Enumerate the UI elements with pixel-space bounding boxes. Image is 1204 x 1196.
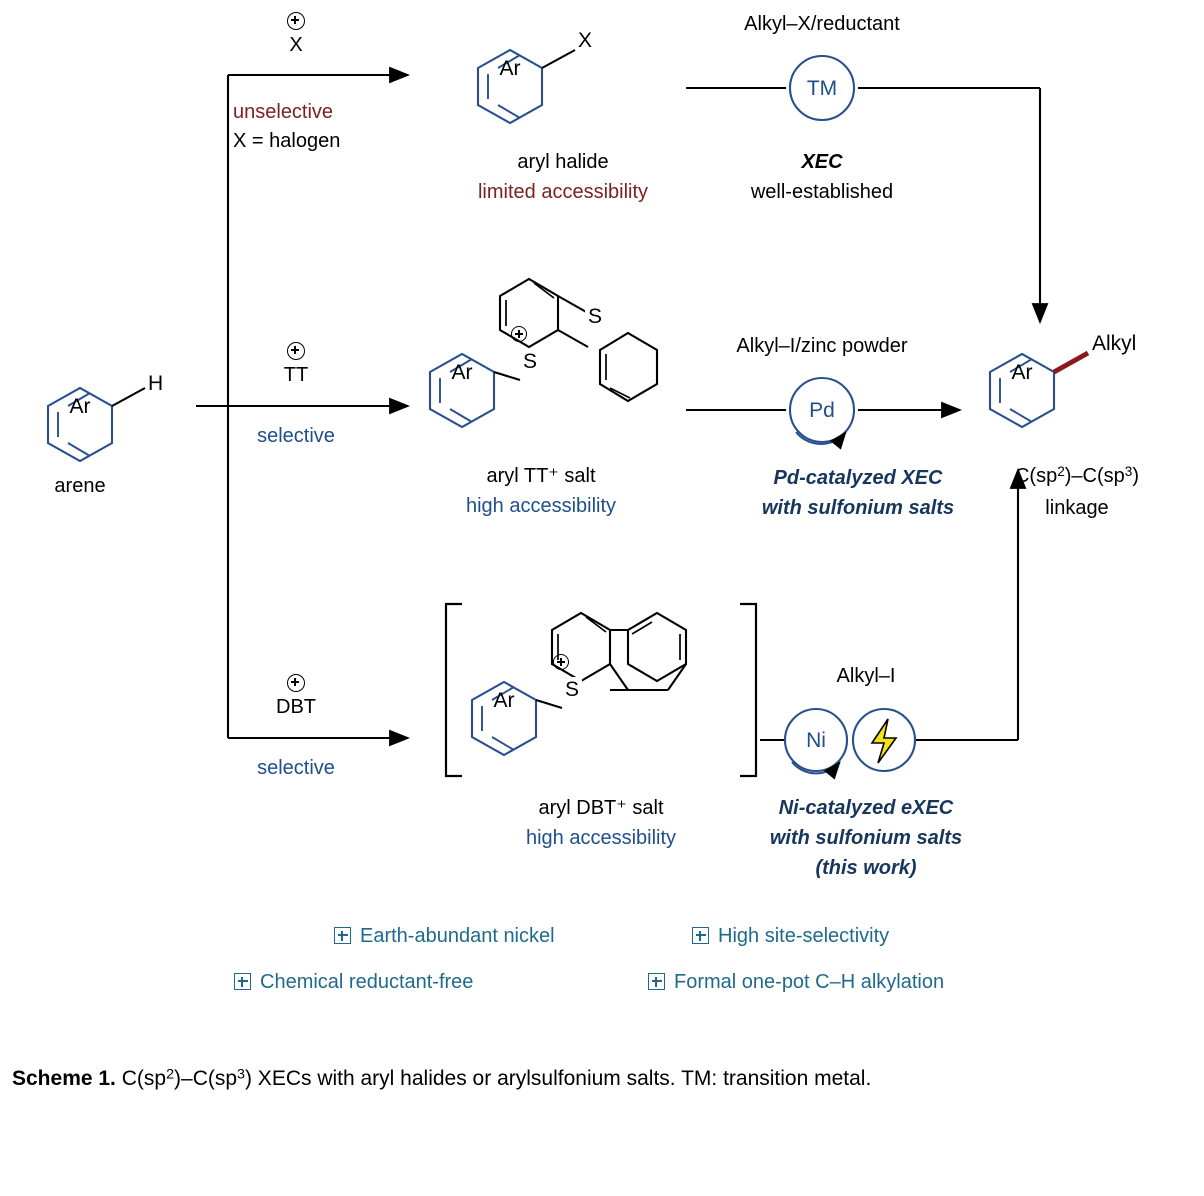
plus-box-icon [334,927,351,944]
aryl-dbt-name: aryl DBT⁺ salt [538,797,664,819]
tt-sulfur-charge [511,326,527,348]
xec-name: XEC [801,151,843,173]
branch1-note2: X = halogen [233,130,341,152]
product-ring-label: Ar [1011,361,1033,384]
tm-catalyst-label: TM [806,77,838,100]
dbt-sulfur-label: S [562,677,582,703]
ni-reagent-top: Alkyl–I [836,665,896,687]
xec-arrow-top [686,88,1040,322]
plus-box-icon [692,927,709,944]
arene-substituent-label: H [148,372,164,395]
pd-xec-name-line1: Pd-catalyzed XEC [773,467,943,489]
pd-xec-name-line2: with sulfonium salts [761,497,955,519]
aryl-tt-name: aryl TT⁺ salt [486,465,596,487]
highlight-label: High site-selectivity [718,925,890,947]
aryl-tt-salt-structure [430,279,657,427]
highlight-label: Earth-abundant nickel [360,925,555,947]
ni-exec-name-line2: with sulfonium salts [769,827,963,849]
plus-box-icon [648,973,665,990]
aryl-halide-ring-label: Ar [499,57,521,80]
aryl-tt-ring-label: Ar [451,361,473,384]
plus-box-icon [234,973,251,990]
branch2-reagent: TT [283,364,309,386]
branch1-note1: unselective [233,101,334,123]
scheme-caption [12,1062,1172,1097]
caption-label: Scheme 1. [12,1067,116,1090]
product-substituent: Alkyl [1092,332,1137,355]
highlight-item-3 [234,971,473,994]
caption-text: $C(sp^2)-C(sp^3)$ XECs with aryl halides or arylsulfonium salts. TM: transition metal. [121,1066,872,1090]
product-name-line1: $C(sp^2)-C(sp^3)$ [1014,464,1140,488]
ni-exec-name-line1: Ni-catalyzed eXEC [778,797,954,819]
ni-exec-name-line3: (this work) [815,857,917,879]
product-structure [990,353,1088,427]
aryl-halide-note: limited accessibility [477,181,649,203]
aryl-halide-substituent: X [578,29,593,52]
arene-name: arene [54,475,106,497]
lightning-bolt-icon [872,719,896,763]
bracket-left [446,604,462,776]
aryl-tt-note: high accessibility [465,495,617,517]
arene-structure [48,388,145,461]
aryl-halide-structure [478,50,575,123]
pd-catalyst-label: Pd [809,399,835,422]
product-name-line2: linkage [1045,497,1109,519]
branch-lines [196,75,408,738]
aryl-dbt-ring-label: Ar [493,689,515,712]
aryl-halide-name: aryl halide [517,151,609,173]
bracket-right [740,604,756,776]
aryl-dbt-note: high accessibility [525,827,677,849]
xec-note: well-established [750,181,894,203]
branch2-note1: selective [257,425,335,447]
pd-reagent-top: Alkyl–I/zinc powder [736,335,908,357]
ni-catalyst-label: Ni [806,729,826,752]
highlight-item-4 [648,971,944,994]
highlight-item-2 [692,925,889,948]
branch3-note1: selective [257,757,335,779]
highlight-label: Formal one-pot C–H alkylation [674,971,945,993]
tt-sulfur-label-2: S [585,304,605,330]
branch1-reagent: X [289,34,303,56]
arene-ring-label: Ar [69,395,91,418]
highlight-label: Chemical reductant-free [260,971,474,993]
dbt-sulfur-charge [553,654,569,676]
highlight-item-1 [334,925,555,948]
xec-reagent-top: Alkyl–X/reductant [744,13,900,35]
tt-sulfur-label: S [520,349,540,375]
branch3-reagent: DBT [276,696,316,718]
